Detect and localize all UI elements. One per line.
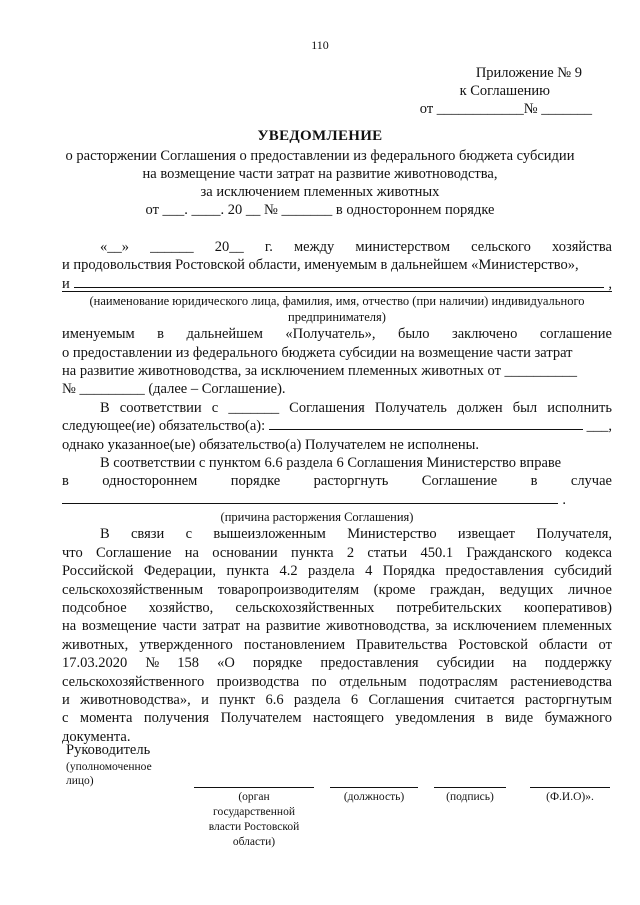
word: бумажного (544, 710, 612, 727)
word: порядке (252, 655, 303, 672)
field-hint-line: (наименование юридического лица, фамилия, имя, отчество (при наличии) индивидуального (89, 294, 585, 309)
word: что (62, 544, 83, 561)
signatory-note-line: лицо) (66, 775, 94, 787)
body-line: В соответствии с пунктом 6.6 раздела 6 Соглашения Министерство вправе (100, 455, 562, 472)
body-line (62, 399, 612, 417)
word: Российской (62, 563, 134, 580)
body-text-fragment: , (608, 275, 612, 292)
word: Получатель (374, 399, 447, 416)
word: дальнейшем (186, 326, 263, 343)
body-line: однако указанное(ые) обязательство(а) Получателем не исполнены. (62, 436, 479, 453)
word: сельскохозяйственного (62, 673, 205, 690)
body-line: о предоставлении из федерального бюджета субсидии на возмещение части затрат (62, 344, 573, 361)
word: в (62, 473, 69, 490)
word: ведущих (499, 581, 554, 598)
blank-line (74, 275, 605, 288)
position-line (330, 786, 418, 788)
organ-caption-line: государственной (213, 806, 295, 818)
word: «Получатель», (285, 326, 376, 343)
word: в (530, 473, 538, 490)
document-title: УВЕДОМЛЕНИЕ (257, 128, 383, 144)
word: считается (454, 691, 515, 708)
word: Соглашения (289, 399, 365, 416)
document-subtitle (0, 147, 640, 219)
word: Министерство (347, 526, 437, 543)
word: исполнить (547, 399, 612, 416)
word: сельскохозяйственных (235, 599, 375, 616)
word: 450.1 (420, 544, 454, 561)
word: за (435, 618, 448, 635)
body-line (62, 491, 612, 509)
word: Правительства (356, 636, 448, 653)
body-line: документа. (62, 728, 131, 745)
body-line (62, 544, 612, 562)
body-text-fragment: . (562, 491, 566, 508)
word: одностороннем (102, 473, 198, 490)
word: потребительских (396, 599, 502, 616)
word: подотраслям (419, 673, 498, 690)
word: было (397, 326, 430, 343)
word: граждан, (430, 581, 485, 598)
appendix-agreement: к Соглашению (459, 83, 550, 99)
word: хозяйство, (148, 599, 214, 616)
word: животноводства», (80, 691, 191, 708)
word: (кроме (373, 581, 416, 598)
word: предоставления (320, 655, 419, 672)
word: кодекса (565, 544, 612, 561)
word: статьи (367, 544, 408, 561)
word: соглашение (539, 326, 612, 343)
organ-caption-line: области) (232, 836, 276, 848)
word: с (211, 399, 219, 416)
word: В (100, 526, 110, 543)
word: В (100, 399, 110, 416)
body-line (62, 581, 612, 599)
word: ______ (150, 239, 194, 255)
word: виде (504, 710, 534, 727)
body-text-fragment: следующее(ие) обязательство(а): (62, 418, 266, 435)
subtitle-line: о расторжении Соглашения о предоставлении из федерального бюджета субсидии (65, 148, 575, 164)
body-line (62, 654, 612, 672)
signature-line (434, 786, 506, 788)
word: по (311, 673, 327, 690)
word: утвержденного (139, 636, 233, 653)
word: Гражданского (466, 544, 552, 561)
word: расторгнуть (313, 473, 389, 490)
word: основании (212, 544, 278, 561)
body-line (62, 325, 612, 343)
blank-line (269, 417, 582, 430)
word: должен (456, 399, 503, 416)
body-line (62, 636, 612, 654)
word: Порядка (382, 563, 436, 580)
body-line (62, 691, 612, 709)
signature-caption: (подпись) (446, 791, 494, 803)
word: развитие (265, 618, 321, 635)
word: уведомления (395, 710, 476, 727)
word: Соглашение (96, 544, 172, 561)
word: области (539, 636, 588, 653)
word: Получателя, (536, 526, 612, 543)
word: от (598, 636, 612, 653)
body-text-fragment: и (62, 275, 70, 292)
word: животных, (62, 636, 129, 653)
subtitle-line: за исключением племенных животных (200, 184, 440, 200)
word: пункта (226, 563, 270, 580)
document-body (62, 238, 612, 746)
word: раздела (293, 691, 341, 708)
word: заключено (451, 326, 518, 343)
word: соответствии (119, 399, 202, 416)
subtitle-line: от ___. ____. 20 __ № _______ в одностороннем порядке (145, 202, 495, 218)
word: кооперативов) (523, 599, 612, 616)
word: на (512, 655, 527, 672)
word: возмещение (81, 618, 157, 635)
word: животноводства, (326, 618, 430, 635)
word: поддержку (544, 655, 612, 672)
field-hint-line: (причина расторжения Соглашения) (220, 510, 414, 525)
body-line (62, 617, 612, 635)
appendix-date-number: от ____________№ _______ (419, 101, 592, 117)
word: племенных (542, 618, 612, 635)
organ-caption-line: власти Ростовской (208, 821, 300, 833)
word: раздела (308, 563, 355, 580)
signatory-note (66, 760, 152, 788)
word: настоящего (313, 710, 384, 727)
body-line: № _________ (далее – Соглашение). (62, 381, 286, 398)
blank-line (62, 491, 558, 504)
word: части (162, 618, 197, 635)
word: _______ (228, 399, 280, 416)
word: субсидии (436, 655, 495, 672)
appendix-reference (382, 64, 592, 118)
body-line: и продовольствия Ростовской области, именуемым в дальнейшем «Министерство», (62, 257, 579, 274)
signatory-title: Руководитель (66, 742, 151, 758)
word: именуемым (62, 326, 135, 343)
page-number: 110 (311, 38, 329, 52)
word: министерством (355, 239, 450, 255)
word: между (294, 239, 335, 255)
word: сельскохозяйственным (62, 581, 204, 598)
word: случае (570, 473, 612, 490)
word: Соглашения (368, 691, 445, 708)
word: с (62, 710, 69, 727)
word: отдельным (339, 673, 407, 690)
word: связи (131, 526, 165, 543)
word: товаропроизводителям (217, 581, 360, 598)
field-hint (62, 291, 612, 325)
body-line (62, 417, 612, 435)
body-line (62, 599, 612, 617)
body-line (62, 238, 612, 256)
word: хозяйства (552, 239, 612, 255)
word: и (62, 691, 70, 708)
body-line (62, 562, 612, 580)
word: 2 (346, 544, 355, 561)
field-hint (62, 509, 612, 525)
word: «О (217, 655, 235, 672)
word: сельского (471, 239, 531, 255)
word: субсидий (554, 563, 612, 580)
word: «__» (100, 239, 129, 255)
word: 6 (350, 691, 359, 708)
word: 4 (365, 563, 373, 580)
word: 20__ (214, 239, 244, 255)
organ-line (194, 786, 314, 788)
word: Получателем (220, 710, 302, 727)
word: на (62, 618, 77, 635)
word: вышеизложенным (213, 526, 326, 543)
body-line (62, 525, 612, 543)
word: в (157, 326, 165, 343)
word: подсобное (62, 599, 127, 616)
word: затрат (202, 618, 241, 635)
field-hint-line: предпринимателя) (288, 310, 386, 325)
word: получения (143, 710, 210, 727)
subtitle-line: на возмещение части затрат на развитие животноводства, (142, 166, 498, 182)
word: расторгнутым (524, 691, 612, 708)
word: 17.03.2020 (62, 655, 128, 672)
word: исключением (453, 618, 537, 635)
word: г. (264, 239, 273, 255)
appendix-number: Приложение № 9 (475, 65, 582, 81)
word: и (201, 691, 209, 708)
full-name-caption: (Ф.И.О)». (546, 791, 594, 803)
body-line (62, 673, 612, 691)
word: Соглашение (421, 473, 498, 490)
word: пункт (219, 691, 256, 708)
organ-caption-line: (орган (238, 791, 270, 803)
signature-block (62, 742, 622, 862)
word: в (486, 710, 494, 727)
word: момента (79, 710, 133, 727)
word: 6.6 (265, 691, 284, 708)
signatory-note-line: (уполномоченное (66, 761, 152, 773)
word: порядке (230, 473, 281, 490)
word: личное (568, 581, 612, 598)
word: растениеводства (510, 673, 612, 690)
word: извещает (457, 526, 515, 543)
word: предоставления (445, 563, 544, 580)
body-text-fragment: ___, (586, 418, 612, 435)
word: Федерации, (143, 563, 217, 580)
word: 4.2 (279, 563, 298, 580)
word: производства (216, 673, 300, 690)
body-line: на развитие животноводства, за исключением племенных животных от __________ (62, 363, 578, 380)
word: на (184, 544, 199, 561)
full-name-line (530, 786, 610, 788)
word: пункта (290, 544, 334, 561)
body-line (62, 709, 612, 727)
organ-caption (194, 790, 314, 850)
position-caption: (должность) (343, 791, 405, 803)
body-line (62, 472, 612, 490)
word: 158 (177, 655, 199, 672)
word: с (185, 526, 193, 543)
word: Ростовской (458, 636, 529, 653)
word: был (512, 399, 538, 416)
word: № (145, 655, 160, 672)
word: постановлением (243, 636, 346, 653)
word: на (245, 618, 261, 635)
